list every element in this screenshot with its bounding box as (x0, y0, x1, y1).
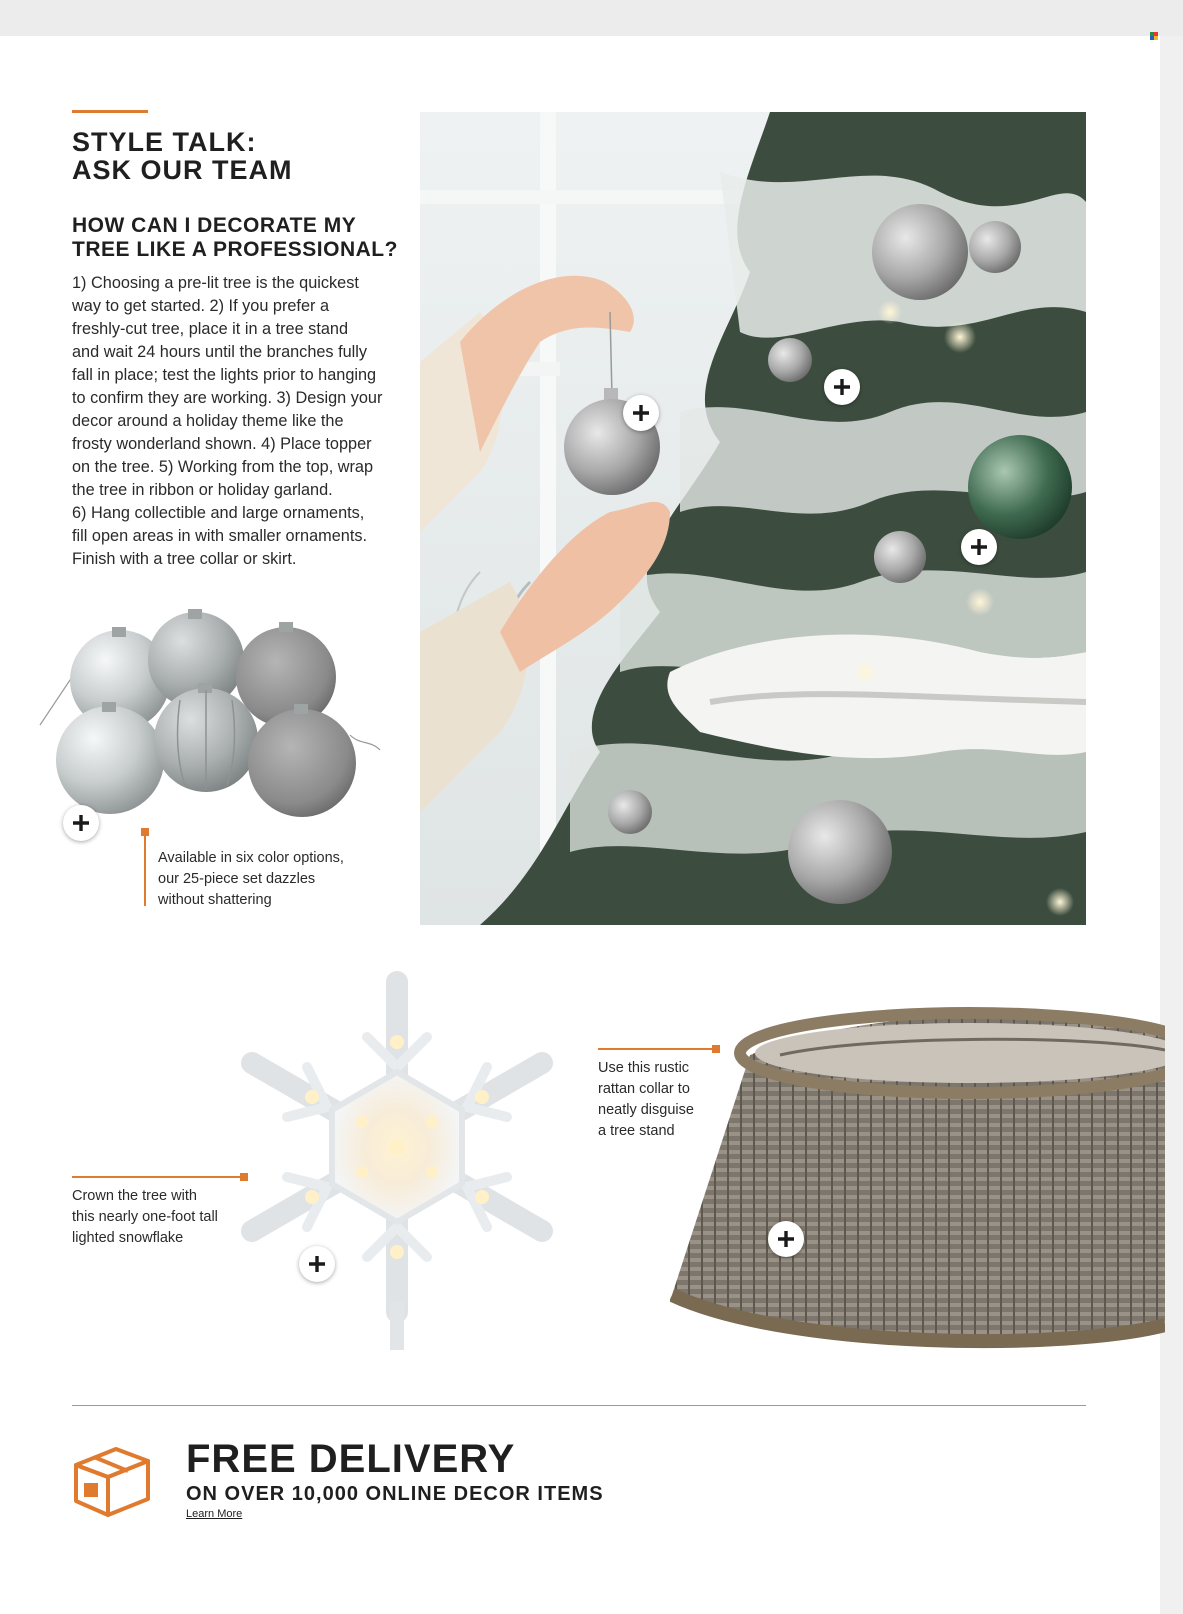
answer-line: on the tree. 5) Working from the top, wrap (72, 458, 374, 476)
caption-marker-bar (144, 830, 146, 906)
caption-line: lighted snowflake (72, 1230, 184, 1246)
tree-photo-illustration (420, 112, 1086, 925)
answer-line: to confirm they are working. 3) Design your (72, 389, 383, 407)
hotspot-ornament-set[interactable] (63, 805, 99, 841)
plus-icon (776, 1229, 796, 1249)
rattan-collar-image (670, 995, 1165, 1350)
question-line-1: HOW CAN I DECORATE MY (72, 214, 357, 237)
hotspot-ornament-hand[interactable] (623, 395, 659, 431)
section-divider (72, 1405, 1086, 1406)
caption-line: Use this rustic (598, 1060, 690, 1076)
caption-line: without shattering (158, 892, 272, 908)
promo-title: FREE DELIVERY (186, 1437, 516, 1481)
snowflake-caption (72, 1186, 272, 1249)
plus-icon (631, 403, 651, 423)
question-line-2: TREE LIKE A PROFESSIONAL? (72, 238, 398, 261)
caption-line: a tree stand (598, 1123, 675, 1139)
answer-line: and wait 24 hours until the branches fully (72, 343, 368, 361)
ornament-caption (158, 848, 398, 911)
hotspot-ornament-green[interactable] (961, 529, 997, 565)
plus-icon (832, 377, 852, 397)
hotspot-snowflake[interactable] (299, 1246, 335, 1282)
answer-line: 6) Hang collectible and large ornaments, (72, 504, 365, 522)
caption-line: our 25-piece set dazzles (158, 871, 316, 887)
promo-subtitle: ON OVER 10,000 ONLINE DECOR ITEMS (186, 1483, 604, 1505)
tree-photo (420, 112, 1086, 925)
hotspot-rattan-collar[interactable] (768, 1221, 804, 1257)
answer-line: decor around a holiday theme like the (72, 412, 344, 430)
caption-marker-line (72, 1176, 244, 1178)
rattan-collar-illustration (670, 995, 1165, 1350)
title-line-1: STYLE TALK: (72, 127, 257, 157)
caption-line: Crown the tree with (72, 1188, 197, 1204)
plus-icon (969, 537, 989, 557)
caption-marker-dot (712, 1045, 720, 1053)
caption-marker-line (598, 1048, 718, 1050)
ornament-set-image (30, 605, 390, 845)
caption-line: neatly disguise (598, 1102, 694, 1118)
answer-line: fill open areas in with smaller ornaments. (72, 527, 368, 545)
answer-line: Finish with a tree collar or skirt. (72, 550, 297, 568)
top-bar (0, 0, 1183, 36)
answer-line: the tree in ribbon or holiday garland. (72, 481, 333, 499)
caption-line: rattan collar to (598, 1081, 690, 1097)
title-line-2: ASK OUR TEAM (72, 155, 293, 185)
title-accent-line (72, 110, 148, 113)
right-scroll-edge (1160, 36, 1183, 1614)
answer-line: 1) Choosing a pre-lit tree is the quickest (72, 274, 359, 292)
answer-text (72, 272, 402, 571)
answer-line: fall in place; test the lights prior to hanging (72, 366, 377, 384)
plus-icon (307, 1254, 327, 1274)
page-title (72, 128, 293, 184)
plus-icon (71, 813, 91, 833)
learn-more-link[interactable]: Learn More (186, 1508, 243, 1520)
question-heading (72, 214, 402, 262)
answer-line: freshly-cut tree, place it in a tree stand (72, 320, 349, 338)
answer-line: way to get started. 2) If you prefer a (72, 297, 330, 315)
delivery-box-icon (72, 1443, 152, 1519)
caption-line: Available in six color options, (158, 850, 344, 866)
hotspot-ornament-upper[interactable] (824, 369, 860, 405)
snowflake-illustration (232, 962, 562, 1352)
answer-line: frosty wonderland shown. 4) Place topper (72, 435, 372, 453)
corner-marker (1150, 32, 1158, 40)
caption-line: this nearly one-foot tall (72, 1209, 218, 1225)
caption-marker-dot (240, 1173, 248, 1181)
collar-caption (598, 1058, 758, 1142)
snowflake-topper-image (232, 962, 562, 1352)
